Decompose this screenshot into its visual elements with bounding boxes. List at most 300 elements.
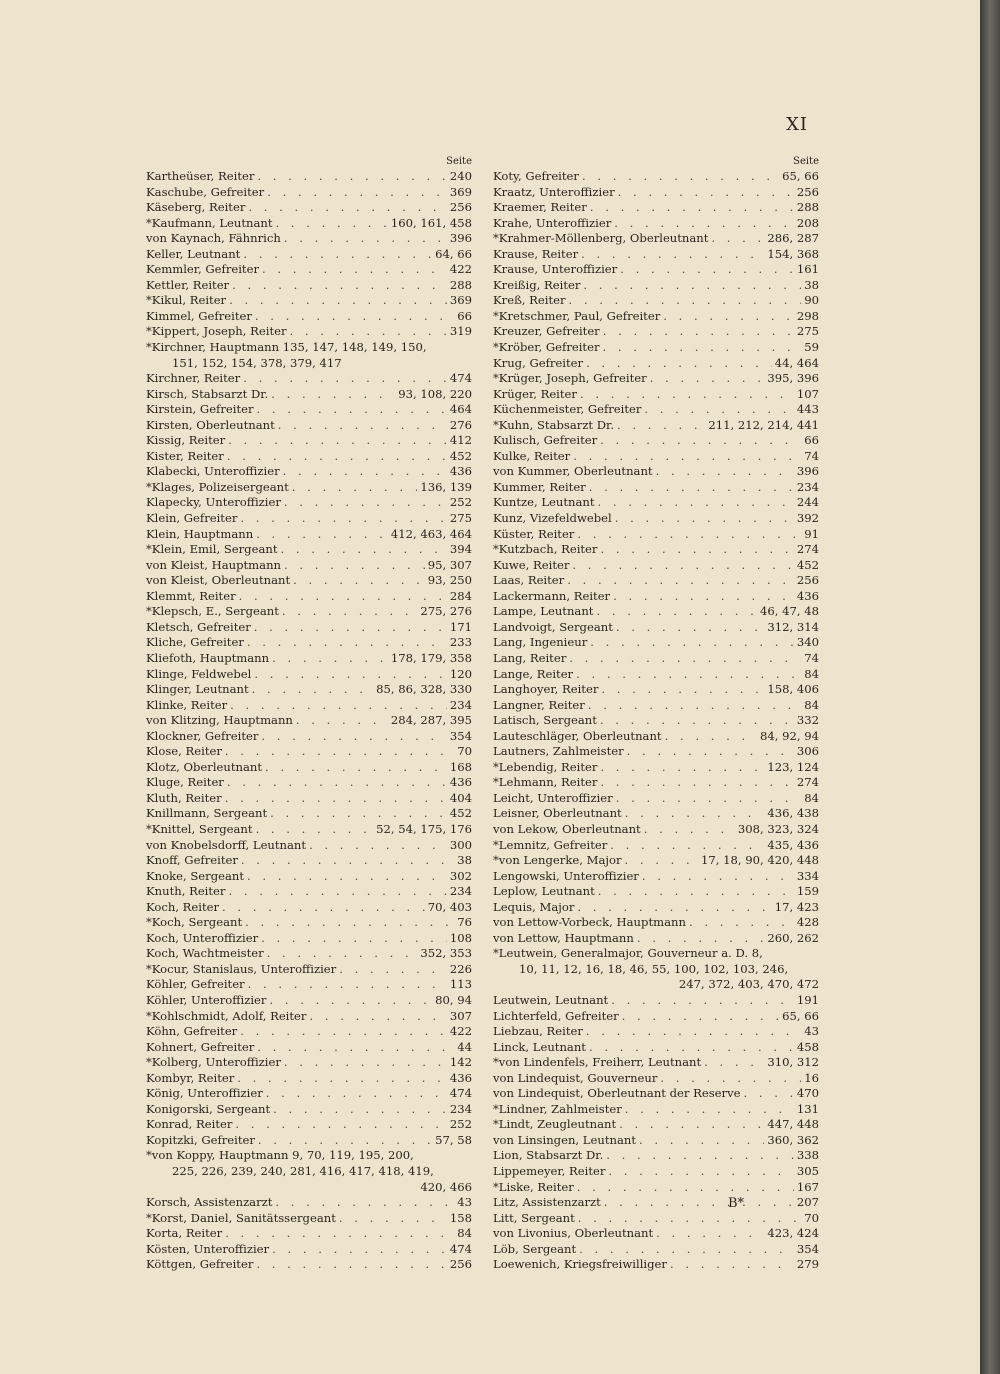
entry-name: Latisch, Sergeant xyxy=(493,713,597,728)
entry-pages: 423, 424 xyxy=(767,1226,819,1241)
dot-leader xyxy=(278,418,447,434)
entry-pages: 354 xyxy=(449,728,472,743)
entry-pages: 120 xyxy=(449,666,472,681)
index-entry xyxy=(493,402,819,418)
entry-pages: 234 xyxy=(449,1101,472,1116)
entry-name: Lang, Ingenieur xyxy=(493,635,588,650)
index-entry xyxy=(146,869,472,885)
dot-leader xyxy=(252,682,373,698)
entry-name: *Lehmann, Reiter xyxy=(493,775,598,790)
dot-leader xyxy=(309,1009,446,1025)
index-entry xyxy=(493,464,819,480)
index-entry xyxy=(493,573,819,589)
dot-leader xyxy=(600,760,764,776)
entry-pages: 284, 287, 395 xyxy=(390,713,472,728)
index-entry xyxy=(493,1102,819,1118)
entry-pages: 161 xyxy=(796,262,819,277)
entry-pages: 240 xyxy=(449,169,472,183)
dot-leader xyxy=(578,1211,801,1227)
entry-name: Lackermann, Reiter xyxy=(493,588,611,603)
entry-name: Krahe, Unteroffizier xyxy=(493,215,612,230)
entry-name: Kösten, Unteroffizier xyxy=(146,1241,270,1256)
entry-name: *Kröber, Gefreiter xyxy=(493,340,600,355)
entry-pages: 160, 161, 458 xyxy=(390,215,472,230)
entry-name: Klemmt, Reiter xyxy=(146,588,236,603)
index-entry xyxy=(146,884,472,900)
dot-leader xyxy=(248,977,447,993)
dot-leader xyxy=(237,1071,447,1087)
book-spine xyxy=(980,0,1000,1374)
index-entry xyxy=(146,775,472,791)
entry-pages: 84 xyxy=(457,1226,472,1241)
entry-pages: 369 xyxy=(449,293,472,308)
entry-pages: 191 xyxy=(796,992,819,1007)
dot-leader xyxy=(230,698,447,714)
entry-name: Kraemer, Reiter xyxy=(493,200,587,215)
entry-name: *Klein, Emil, Sergeant xyxy=(146,542,278,557)
entry-pages: 44 xyxy=(457,1039,472,1054)
index-entry xyxy=(146,356,472,372)
dot-leader xyxy=(255,309,454,325)
index-entry xyxy=(146,698,472,714)
entry-name: Korta, Reiter xyxy=(146,1226,223,1241)
entry-name: 247, 372, 403, 470, 472 xyxy=(678,977,819,992)
dot-leader xyxy=(603,324,794,340)
entry-name: *Koch, Sergeant xyxy=(146,915,243,930)
dot-leader xyxy=(577,900,771,916)
entry-name: von Kaynach, Fähnrich xyxy=(146,231,281,246)
entry-pages: 470 xyxy=(796,1086,819,1101)
index-entry xyxy=(493,1133,819,1149)
entry-name: Lichterfeld, Gefreiter xyxy=(493,1008,619,1023)
entry-pages: 436 xyxy=(449,1070,472,1085)
dot-leader xyxy=(704,1055,764,1071)
entry-name: Krause, Unteroffizier xyxy=(493,262,618,277)
index-entry xyxy=(146,1242,472,1258)
index-entry xyxy=(146,651,472,667)
dot-leader xyxy=(271,387,395,403)
entry-name: Knoke, Sergeant xyxy=(146,868,245,883)
entry-pages: 422 xyxy=(449,1024,472,1039)
entry-name: Liebzau, Reiter xyxy=(493,1024,583,1039)
entry-name: Lang, Reiter xyxy=(493,650,567,665)
entry-name: *Knittel, Sergeant xyxy=(146,821,253,836)
entry-pages: 392 xyxy=(796,511,819,526)
dot-leader xyxy=(269,993,432,1009)
entry-pages: 178, 179, 358 xyxy=(390,650,472,665)
dot-leader xyxy=(639,1133,764,1149)
entry-pages: 142 xyxy=(449,1055,472,1070)
index-entry xyxy=(493,1055,819,1071)
entry-pages: 288 xyxy=(449,277,472,292)
dot-leader xyxy=(245,915,454,931)
index-entry xyxy=(146,1086,472,1102)
dot-leader xyxy=(656,1226,764,1242)
entry-name: Litz, Assistenzarzt xyxy=(493,1195,601,1210)
entry-name: Kohnert, Gefreiter xyxy=(146,1039,255,1054)
entry-name: König, Unteroffizier xyxy=(146,1086,263,1101)
entry-name: von Lekow, Oberleutnant xyxy=(493,821,641,836)
entry-pages: 38 xyxy=(804,277,819,292)
entry-name: *Lindt, Zeugleutnant xyxy=(493,1117,617,1132)
entry-pages: 256 xyxy=(796,184,819,199)
index-entry xyxy=(493,527,819,543)
entry-pages: 234 xyxy=(796,479,819,494)
entry-pages: 252 xyxy=(449,495,472,510)
dot-leader xyxy=(280,542,446,558)
entry-pages: 443 xyxy=(796,402,819,417)
entry-name: Krause, Reiter xyxy=(493,246,579,261)
index-entry xyxy=(493,977,819,993)
dot-leader xyxy=(618,185,794,201)
dot-leader xyxy=(616,620,765,636)
entry-pages: 464 xyxy=(449,402,472,417)
entry-name: von Knobelsdorff, Leutnant xyxy=(146,837,307,852)
dot-leader xyxy=(569,293,802,309)
dot-leader xyxy=(569,651,801,667)
index-entry xyxy=(146,324,472,340)
entry-pages: 70, 403 xyxy=(427,899,472,914)
dot-leader xyxy=(243,371,447,387)
entry-pages: 113 xyxy=(449,977,472,992)
index-entry xyxy=(146,480,472,496)
entry-name: Kliefoth, Hauptmann xyxy=(146,650,270,665)
entry-pages: 458 xyxy=(796,1039,819,1054)
entry-pages: 394 xyxy=(449,542,472,557)
index-entry xyxy=(146,822,472,838)
entry-name: Klockner, Gefreiter xyxy=(146,728,259,743)
dot-leader xyxy=(256,527,388,543)
index-entry xyxy=(146,1024,472,1040)
dot-leader xyxy=(650,371,765,387)
column-heading: Seite xyxy=(446,156,472,167)
index-entry xyxy=(493,262,819,278)
dot-leader xyxy=(644,402,793,418)
index-entry xyxy=(146,604,472,620)
entry-name: Kettler, Reiter xyxy=(146,277,230,292)
index-entry xyxy=(493,713,819,729)
entry-name: Konigorski, Sergeant xyxy=(146,1101,271,1116)
dot-leader xyxy=(637,931,764,947)
entry-pages: 65, 66 xyxy=(782,1008,819,1023)
entry-pages: 84 xyxy=(804,697,819,712)
index-entry xyxy=(146,464,472,480)
entry-name: Kulke, Reiter xyxy=(493,448,571,463)
index-entry xyxy=(493,682,819,698)
index-entry xyxy=(493,1164,819,1180)
index-entry xyxy=(146,931,472,947)
entry-pages: 90 xyxy=(804,293,819,308)
entry-name: *Kutzbach, Reiter xyxy=(493,542,598,557)
dot-leader xyxy=(580,387,794,403)
entry-name: Kimmel, Gefreiter xyxy=(146,308,252,323)
dot-leader xyxy=(248,200,446,216)
entry-pages: 360, 362 xyxy=(767,1132,819,1147)
index-entry xyxy=(146,1148,472,1164)
entry-name: Küster, Reiter xyxy=(493,526,575,541)
index-entry xyxy=(493,1148,819,1164)
dot-leader xyxy=(273,1102,447,1118)
entry-pages: 43 xyxy=(457,1195,472,1210)
entry-name: von Lindequist, Oberleutnant der Reserve xyxy=(493,1086,741,1101)
entry-name: Kreuzer, Gefreiter xyxy=(493,324,600,339)
dot-leader xyxy=(670,1257,794,1273)
index-entry xyxy=(493,1180,819,1196)
index-entry xyxy=(146,309,472,325)
index-entry xyxy=(146,573,472,589)
entry-name: Kraatz, Unteroffizier xyxy=(493,184,615,199)
index-entry xyxy=(146,993,472,1009)
index-entry xyxy=(146,418,472,434)
entry-pages: 85, 86, 328, 330 xyxy=(376,682,472,697)
entry-name: Kreißig, Reiter xyxy=(493,277,581,292)
dot-leader xyxy=(339,962,447,978)
entry-pages: 136, 139 xyxy=(420,479,472,494)
entry-name: Koch, Unteroffizier xyxy=(146,930,259,945)
entry-pages: 276 xyxy=(449,417,472,432)
entry-pages: 167 xyxy=(796,1179,819,1194)
entry-pages: 46, 47, 48 xyxy=(760,604,819,619)
dot-leader xyxy=(620,262,794,278)
index-entry xyxy=(146,682,472,698)
entry-name: Kaschube, Gefreiter xyxy=(146,184,265,199)
entry-name: Klabecki, Unteroffizier xyxy=(146,464,280,479)
entry-name: Leisner, Oberleutnant xyxy=(493,806,622,821)
entry-pages: 44, 464 xyxy=(774,355,819,370)
index-entry xyxy=(493,822,819,838)
entry-pages: 252 xyxy=(449,1117,472,1132)
index-entry xyxy=(493,340,819,356)
dot-leader xyxy=(247,635,447,651)
entry-name: *Kaufmann, Leutnant xyxy=(146,215,273,230)
dot-leader xyxy=(589,480,794,496)
index-entry xyxy=(493,1226,819,1242)
dot-leader xyxy=(611,993,794,1009)
index-entry xyxy=(493,309,819,325)
index-entry xyxy=(493,495,819,511)
index-entry xyxy=(493,1024,819,1040)
dot-leader xyxy=(241,853,454,869)
dot-leader xyxy=(576,667,801,683)
dot-leader xyxy=(276,216,388,232)
entry-pages: 70 xyxy=(457,744,472,759)
entry-pages: 422 xyxy=(449,262,472,277)
index-entry xyxy=(146,216,472,232)
index-entry xyxy=(493,293,819,309)
entry-name: 420, 466 xyxy=(420,1179,472,1194)
entry-pages: 171 xyxy=(449,619,472,634)
index-entry xyxy=(146,900,472,916)
entry-name: Köttgen, Gefreiter xyxy=(146,1257,254,1272)
entry-name: *Korst, Daniel, Sanitätssergeant xyxy=(146,1210,336,1225)
dot-leader xyxy=(229,293,447,309)
index-entry xyxy=(146,962,472,978)
index-entry xyxy=(146,200,472,216)
index-entry xyxy=(146,293,472,309)
index-entry xyxy=(146,977,472,993)
dot-leader xyxy=(293,573,425,589)
index-entry xyxy=(493,1195,819,1211)
dot-leader xyxy=(600,713,794,729)
index-entry xyxy=(493,1257,819,1273)
index-entry xyxy=(493,449,819,465)
index-entry xyxy=(493,869,819,885)
dot-leader xyxy=(711,231,764,247)
entry-name: *Kohlschmidt, Adolf, Reiter xyxy=(146,1008,307,1023)
dot-leader xyxy=(309,838,447,854)
dot-leader xyxy=(613,589,794,605)
entry-pages: 436 xyxy=(449,775,472,790)
dot-leader xyxy=(577,1180,794,1196)
entry-name: Litt, Sergeant xyxy=(493,1210,575,1225)
entry-pages: 65, 66 xyxy=(782,169,819,183)
entry-pages: 64, 66 xyxy=(435,246,472,261)
index-entry xyxy=(146,589,472,605)
entry-name: Keller, Leutnant xyxy=(146,246,241,261)
entry-pages: 17, 423 xyxy=(774,899,819,914)
entry-name: Köhler, Gefreiter xyxy=(146,977,245,992)
entry-pages: 76 xyxy=(457,915,472,930)
dot-leader xyxy=(227,775,447,791)
index-entry xyxy=(493,1086,819,1102)
dot-leader xyxy=(284,495,447,511)
entry-pages: 308, 323, 324 xyxy=(737,821,819,836)
index-entry xyxy=(493,806,819,822)
index-entry xyxy=(493,542,819,558)
entry-name: Lippemeyer, Reiter xyxy=(493,1164,606,1178)
entry-name: Klotz, Oberleutnant xyxy=(146,759,263,774)
index-entry xyxy=(146,387,472,403)
entry-pages: 84 xyxy=(804,666,819,681)
index-entry xyxy=(493,838,819,854)
entry-pages: 74 xyxy=(804,650,819,665)
entry-name: von Lettow, Hauptmann xyxy=(493,930,634,945)
entry-name: Koch, Wachtmeister xyxy=(146,946,264,961)
entry-name: Klinger, Leutnant xyxy=(146,682,249,697)
entry-pages: 70 xyxy=(804,1210,819,1225)
entry-name: Kuwe, Reiter xyxy=(493,557,570,572)
dot-leader xyxy=(284,231,447,247)
entry-pages: 244 xyxy=(796,495,819,510)
entry-name: *Lindner, Zahlmeister xyxy=(493,1101,622,1116)
entry-name: Küchenmeister, Gefreiter xyxy=(493,402,642,417)
entry-pages: 123, 124 xyxy=(767,759,819,774)
dot-leader xyxy=(240,511,446,527)
dot-leader xyxy=(239,589,447,605)
entry-name: Lautners, Zahlmeister xyxy=(493,744,624,759)
index-entry xyxy=(493,729,819,745)
entry-name: von Kummer, Oberleutnant xyxy=(493,464,653,479)
dot-leader xyxy=(600,433,801,449)
entry-name: Kemmler, Gefreiter xyxy=(146,262,259,277)
index-entry xyxy=(493,620,819,636)
dot-leader xyxy=(258,1133,432,1149)
entry-pages: 84, 92, 94 xyxy=(760,728,819,743)
entry-pages: 452 xyxy=(449,448,472,463)
entry-name: *Kirchner, Hauptmann 135, 147, 148, 149, 150, xyxy=(146,340,427,355)
entry-name: Lange, Reiter xyxy=(493,666,574,681)
index-entry xyxy=(146,449,472,465)
index-entry xyxy=(146,1226,472,1242)
entry-name: Kirsten, Oberleutnant xyxy=(146,417,275,432)
dot-leader xyxy=(600,775,793,791)
entry-pages: 412 xyxy=(449,433,472,448)
dot-leader xyxy=(600,542,793,558)
entry-name: Kister, Reiter xyxy=(146,448,224,463)
dot-leader xyxy=(573,449,801,465)
entry-name: Klein, Gefreiter xyxy=(146,511,238,526)
index-entry xyxy=(493,775,819,791)
index-entry xyxy=(493,1242,819,1258)
index-entry xyxy=(146,853,472,869)
entry-pages: 279 xyxy=(796,1257,819,1272)
entry-name: Klapecky, Unteroffizier xyxy=(146,495,281,510)
index-entry xyxy=(493,635,819,651)
dot-leader xyxy=(656,464,794,480)
index-entry xyxy=(146,791,472,807)
entry-name: Landvoigt, Sergeant xyxy=(493,619,613,634)
entry-pages: 334 xyxy=(796,868,819,883)
dot-leader xyxy=(581,247,764,263)
index-entry xyxy=(146,1195,472,1211)
dot-leader xyxy=(266,1086,447,1102)
index-entry xyxy=(493,1117,819,1133)
dot-leader xyxy=(603,340,802,356)
index-entry xyxy=(146,915,472,931)
dot-leader xyxy=(644,822,735,838)
entry-name: *Krüger, Joseph, Gefreiter xyxy=(493,371,647,386)
entry-pages: 452 xyxy=(796,557,819,572)
dot-leader xyxy=(270,806,447,822)
entry-pages: 17, 18, 90, 420, 448 xyxy=(701,853,819,868)
entry-name: Köhn, Gefreiter xyxy=(146,1024,238,1039)
entry-pages: 310, 312 xyxy=(767,1055,819,1070)
index-entry xyxy=(146,1257,472,1273)
page-number: XI xyxy=(786,114,808,135)
index-entry xyxy=(146,760,472,776)
dot-leader xyxy=(261,931,447,947)
index-entry xyxy=(146,527,472,543)
dot-leader xyxy=(254,620,447,636)
entry-pages: 404 xyxy=(449,790,472,805)
entry-pages: 158, 406 xyxy=(767,682,819,697)
dot-leader xyxy=(625,1102,794,1118)
dot-leader xyxy=(267,185,447,201)
entry-name: Kreß, Reiter xyxy=(493,293,566,308)
index-entry xyxy=(146,1117,472,1133)
index-entry xyxy=(146,713,472,729)
entry-name: Klinge, Feldwebel xyxy=(146,666,252,681)
entry-pages: 275 xyxy=(449,511,472,526)
entry-name: *Krahmer-Möllenberg, Oberleutnant xyxy=(493,231,709,246)
entry-name: *Klepsch, E., Sergeant xyxy=(146,604,279,619)
entry-pages: 234 xyxy=(449,697,472,712)
entry-name: Leutwein, Leutnant xyxy=(493,992,609,1007)
entry-pages: 207 xyxy=(796,1195,819,1210)
index-entry xyxy=(493,667,819,683)
index-entry xyxy=(146,542,472,558)
dot-leader xyxy=(290,324,447,340)
dot-leader xyxy=(625,806,765,822)
entry-name: Kartheüser, Reiter xyxy=(146,169,255,183)
index-entry xyxy=(493,511,819,527)
index-entry xyxy=(146,340,472,356)
dot-leader xyxy=(627,744,794,760)
index-entry xyxy=(146,946,472,962)
index-column-left xyxy=(146,155,472,1273)
index-column-right xyxy=(493,155,819,1273)
entry-name: Lengowski, Unteroffizier xyxy=(493,868,639,883)
